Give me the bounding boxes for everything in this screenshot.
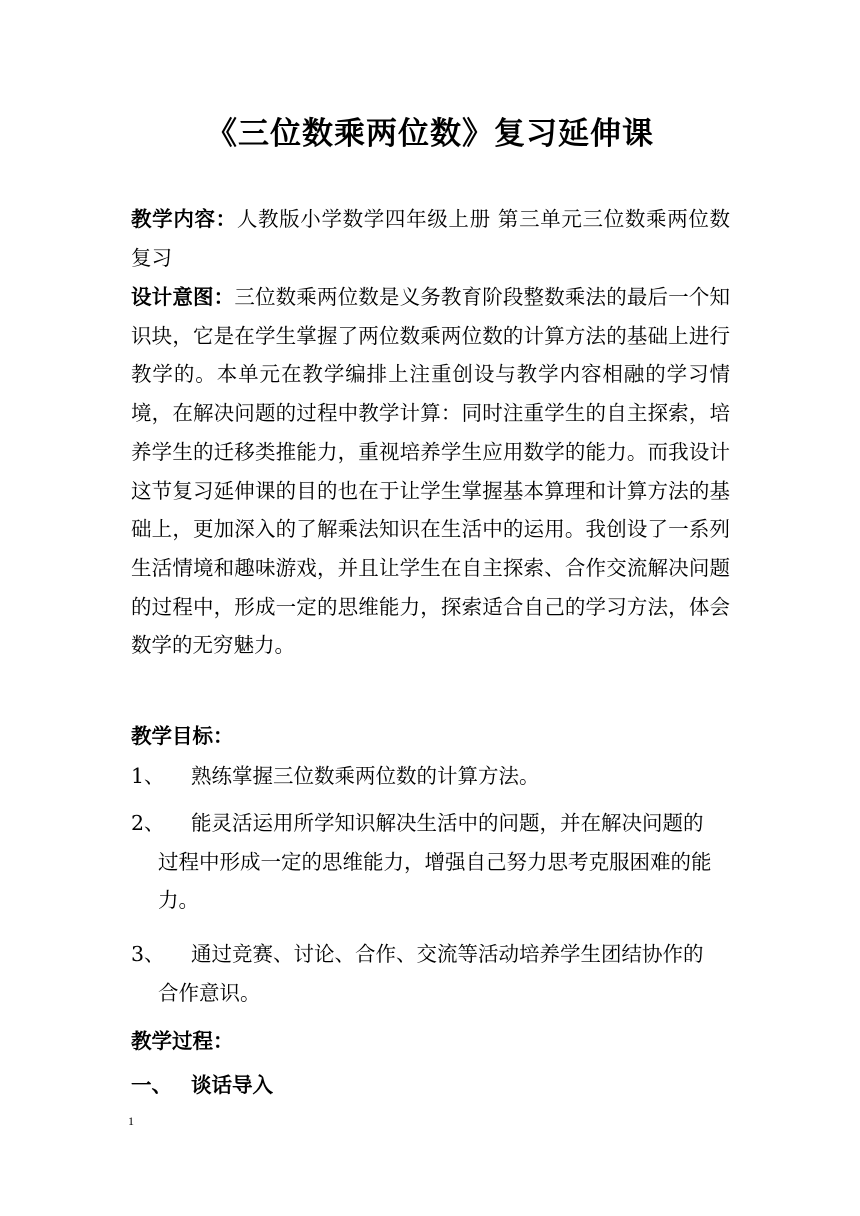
goal-item-3 [131,935,730,1012]
goal-text: 熟练掌握三位数乘两位数的计算方法。 [191,764,540,788]
design-intent-paragraph [131,278,730,665]
goal-number: 3、 [131,942,165,966]
goal-number: 2、 [131,811,165,835]
teaching-content-paragraph [131,200,730,277]
teaching-content-label: 教学内容： [131,207,237,231]
goal-item-1 [131,757,730,796]
goal-text: 能灵活运用所学知识解决生活中的问题，并在解决问题的 [191,811,704,835]
design-intent-label: 设计意图： [131,285,235,309]
section-number: 一、 [131,1073,172,1097]
teaching-content-text: 人教版小学数学四年级上册 第三单元三位数乘两位数复习 [131,207,731,270]
goal-number: 1、 [131,764,165,788]
page-number: 1 [128,1114,134,1128]
section-title: 谈话导入 [191,1073,273,1097]
page-title: 《三位数乘两位数》复习延伸课 [206,116,654,152]
goal-text-continued: 合作意识。 [158,980,261,1005]
goal-item-2 [131,804,730,920]
process-heading: 教学过程： [131,1029,234,1053]
section-heading-1 [131,1066,730,1105]
goal-text: 通过竞赛、讨论、合作、交流等活动培养学生团结协作的 [191,942,704,966]
design-intent-text: 三位数乘两位数是义务教育阶段整数乘法的最后一个知识块，它是在学生掌握了两位数乘两位数的计算方法的基础上进行教学的。本单元在教学编排上注重创设与教学内容相融的学习情境，在解决问题的过程中教学计算：同时注重学生的自主探索，培养学生的迁移类推能力，重视培养学生应用数学的能力。而我设计这节复习延伸课的目的也在于让学生掌握基本算理和计算方法的基础上，更加深入的了解乘法知识在生活中的运用。我创设了一系列生活情境和趣味游戏，并且让学生在自主探索、合作交流解决问题的过程中，形成一定的思维能力，探索适合自己的学习方法，体会数学的无穷魅力。 [131,285,731,658]
goals-heading: 教学目标： [131,724,234,748]
goal-text-continued: 过程中形成一定的思维能力，增强自己努力思考克服困难的能力。 [158,849,712,913]
